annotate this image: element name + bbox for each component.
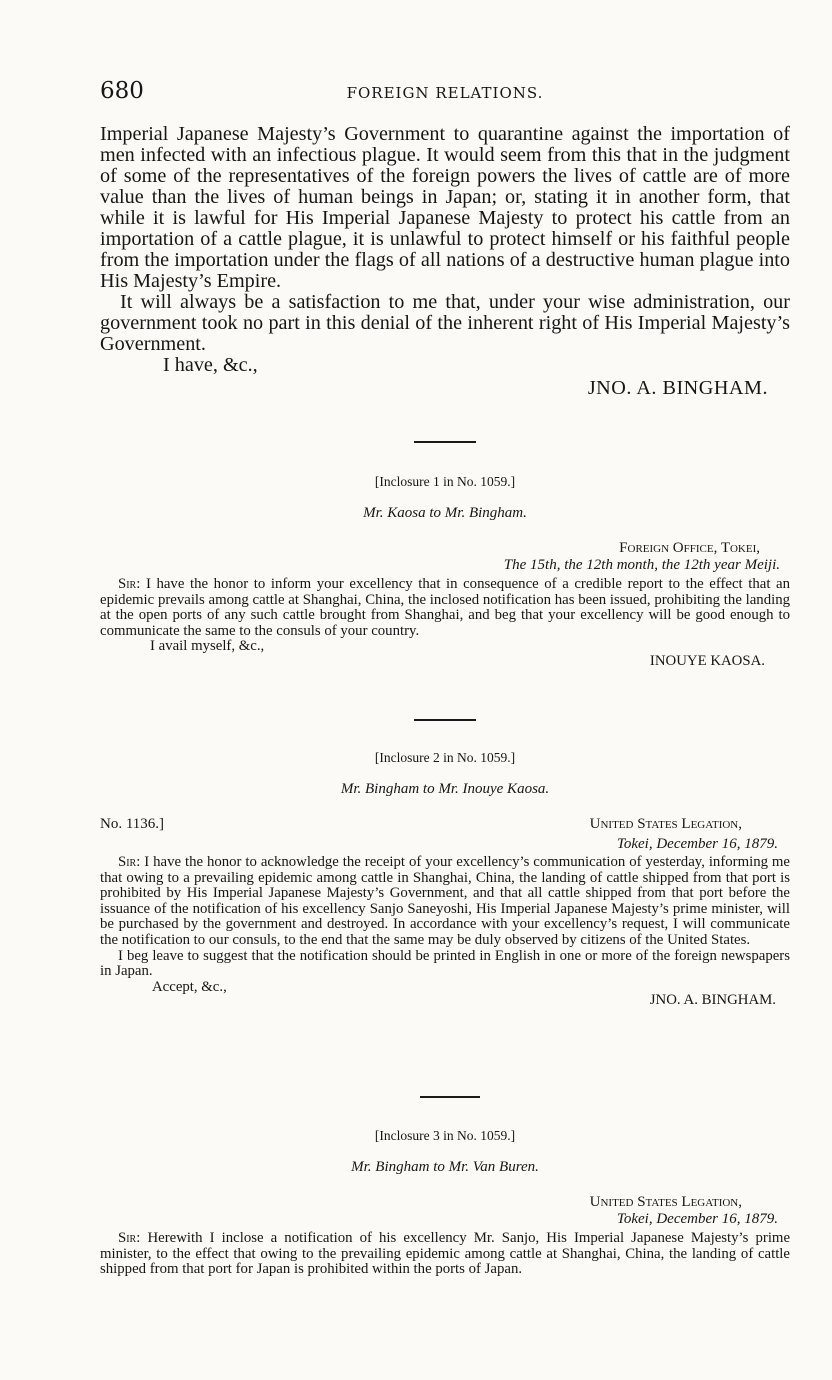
inclosure-2-number: No. 1136.] [100, 816, 165, 832]
section-divider [414, 719, 476, 721]
inclosure-2-closing: Accept, &c., [152, 978, 227, 995]
page-header [100, 78, 790, 108]
inclosure-3-caption: [Inclosure 3 in No. 1059.] [374, 1128, 516, 1143]
inclosure-2-salutation: Sir: [118, 854, 141, 870]
inclosure-3-place: United States Legation, [589, 1194, 742, 1210]
inclosure-2-title: Mr. Bingham to Mr. Inouye Kaosa. [340, 781, 550, 797]
main-paragraph-2: It will always be a satisfaction to me that, under your wise administration, our government took no part in this denial of the inherent right of His Imperial Majesty’s Government. [100, 291, 790, 355]
inclosure-2 [100, 750, 790, 1009]
main-closing: I have, &c., [163, 354, 258, 376]
section-divider [420, 1096, 480, 1098]
inclosure-2-body-2: I beg leave to suggest that the notification should be printed in English in one or more of the foreign newspapers in Japan. [100, 947, 790, 980]
inclosure-1-closing: I avail myself, &c., [150, 638, 265, 655]
inclosure-2-place: United States Legation, [589, 816, 742, 832]
inclosure-1-place: Foreign Office, Tokei, [619, 540, 760, 556]
inclosure-1-date: The 15th, the 12th month, the 12th year Meiji. [503, 557, 780, 573]
inclosure-1-caption: [Inclosure 1 in No. 1059.] [374, 474, 516, 489]
inclosure-1 [100, 474, 790, 670]
inclosure-3-salutation: Sir: [118, 1230, 141, 1246]
main-letter [100, 124, 790, 399]
inclosure-2-signature: JNO. A. BINGHAM. [649, 992, 776, 1009]
inclosure-3 [100, 1128, 790, 1278]
running-title: FOREIGN RELATIONS. [346, 84, 544, 102]
inclosure-1-signature: INOUYE KAOSA. [649, 652, 765, 669]
inclosure-3-date: Tokei, December 16, 1879. [616, 1211, 778, 1227]
main-signature: JNO. A. BINGHAM. [587, 377, 768, 399]
inclosure-2-caption: [Inclosure 2 in No. 1059.] [374, 750, 516, 765]
main-paragraph-1: Imperial Japanese Majesty’s Government to quarantine against the importation of men infected with an infectious plague. It would seem from this that in the judgment of some of the representatives of the foreign powers the lives of cattle are of more value than the lives of human beings in Japan; or, stating it in another form, that while it is lawful for His Imperial Japanese Majesty to protect his cattle from an importation of a cattle plague, it is unlawful to protect himself or his faithful people from the importation under the flags of all nations of a destructive human plague into His Majesty’s Empire. [100, 123, 790, 292]
section-divider [414, 441, 476, 443]
inclosure-3-title: Mr. Bingham to Mr. Van Buren. [351, 1159, 539, 1175]
inclosure-2-body-wrap [100, 855, 790, 1009]
inclosure-1-title: Mr. Kaosa to Mr. Bingham. [363, 505, 527, 521]
inclosure-1-body: I have the honor to inform your excellency that in consequence of a credible report to the effect that an epidemic prevails among cattle at Shanghai, China, the inclosed notification has been issued, prohibiting the landing at the open ports of any such cattle brought from Shanghai, and beg that your excellency will be good enough to communicate the same to the consuls of your country. [100, 576, 790, 639]
inclosure-2-date: Tokei, December 16, 1879. [616, 836, 778, 852]
inclosure-1-body-wrap [100, 577, 790, 670]
inclosure-2-body: I have the honor to acknowledge the receipt of your excellency’s communication of yesterday, informing me that owing to a prevailing epidemic among cattle in Shanghai, China, the landing of cattle shipped from that port is prohibited by His Imperial Japanese Majesty’s Government, and that all cattle shipped from that port before the issuance of the notification of his excellency Sanjo Saneyoshi, His Imperial Japanese Majesty’s prime minister, will be purchased by the government and destroyed. In accordance with your excellency’s request, I will communicate the notification to our consuls, to the end that the same may be duly observed by citizens of the United States. [100, 854, 790, 948]
inclosure-3-body-wrap [100, 1231, 790, 1278]
inclosure-1-salutation: Sir: [118, 576, 141, 592]
page-number: 680 [100, 78, 144, 104]
inclosure-2-header-row [100, 816, 790, 836]
inclosure-3-body: Herewith I inclose a notification of his excellency Mr. Sanjo, His Imperial Japanese Majesty’s prime minister, to the effect that owing to the prevailing epidemic among cattle at Shanghai, China, the landing of cattle shipped from that port for Japan is prohibited within the ports of Japan. [100, 1230, 791, 1278]
